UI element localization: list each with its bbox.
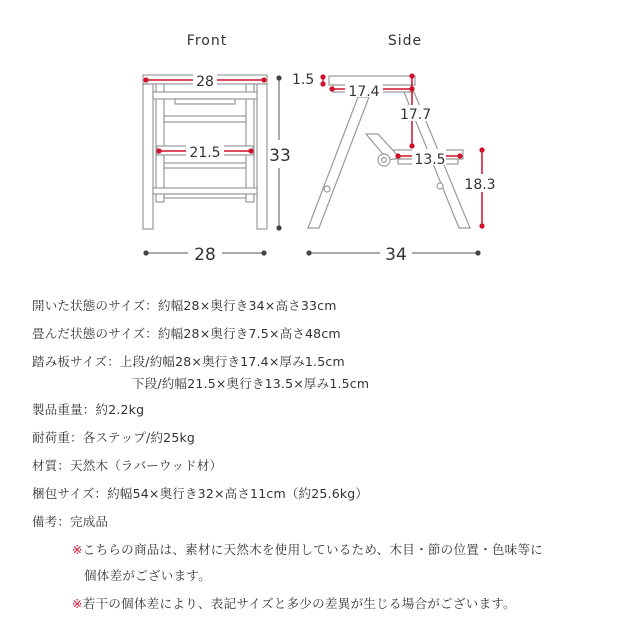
spec-material: 材質：天然木（ラバーウッド材）: [32, 458, 223, 473]
front-view-label: Front: [186, 33, 228, 49]
side-view-label: Side: [387, 33, 423, 49]
note-1-text: こちらの商品は、素材に天然木を使用しているため、木目・節の位置・色味等に: [82, 542, 544, 557]
spec-remarks: 備考：完成品: [32, 514, 109, 529]
side-lower-height-dimension: [462, 147, 498, 228]
side-top-depth-label: 17.4: [348, 84, 380, 100]
note-2-text: 若干の個体差により、表記サイズと多少の差異が生じる場合がございます。: [82, 596, 516, 611]
front-height-label: 33: [269, 146, 291, 166]
side-upper-height-label: 17.7: [400, 107, 432, 123]
product-dimension-diagram: [0, 0, 640, 290]
side-thickness-label: 1.5: [292, 72, 315, 88]
side-lower-depth-label: 13.5: [414, 152, 446, 168]
note-1-line-2: 個体差がございます。: [84, 568, 212, 583]
spec-load: 耐荷重：各ステップ/約25kg: [32, 430, 196, 445]
side-lower-height-label: 18.3: [464, 177, 496, 193]
front-height-dimension: [269, 75, 291, 230]
spec-step-size-upper: 踏み板サイズ：上段/約幅28×奥行き17.4×厚み1.5cm: [32, 354, 345, 369]
note-1-line-1: [72, 540, 543, 558]
spec-package: 梱包サイズ：約幅54×奥行き32×高さ11cm（約25.6kg）: [32, 486, 369, 501]
front-top-width-label: 28: [196, 74, 214, 90]
side-base-depth-dimension: [306, 245, 480, 265]
note-mark: ※: [72, 542, 83, 557]
front-lower-width-label: 21.5: [189, 145, 221, 161]
spec-step-size-lower: 下段/約幅21.5×奥行き13.5×厚み1.5cm: [132, 376, 370, 391]
spec-open-size: 開いた状態のサイズ：約幅28×奥行き34×高さ33cm: [32, 298, 337, 313]
front-base-width-dimension: [143, 245, 266, 265]
front-base-width-label: 28: [194, 245, 216, 265]
note-mark: ※: [72, 596, 83, 611]
spec-weight: 製品重量：約2.2kg: [32, 402, 145, 417]
side-thickness-dimension: [292, 72, 326, 88]
spec-folded-size: 畳んだ状態のサイズ：約幅28×奥行き7.5×高さ48cm: [32, 326, 341, 341]
side-base-depth-label: 34: [385, 245, 407, 265]
note-2: [72, 594, 516, 612]
